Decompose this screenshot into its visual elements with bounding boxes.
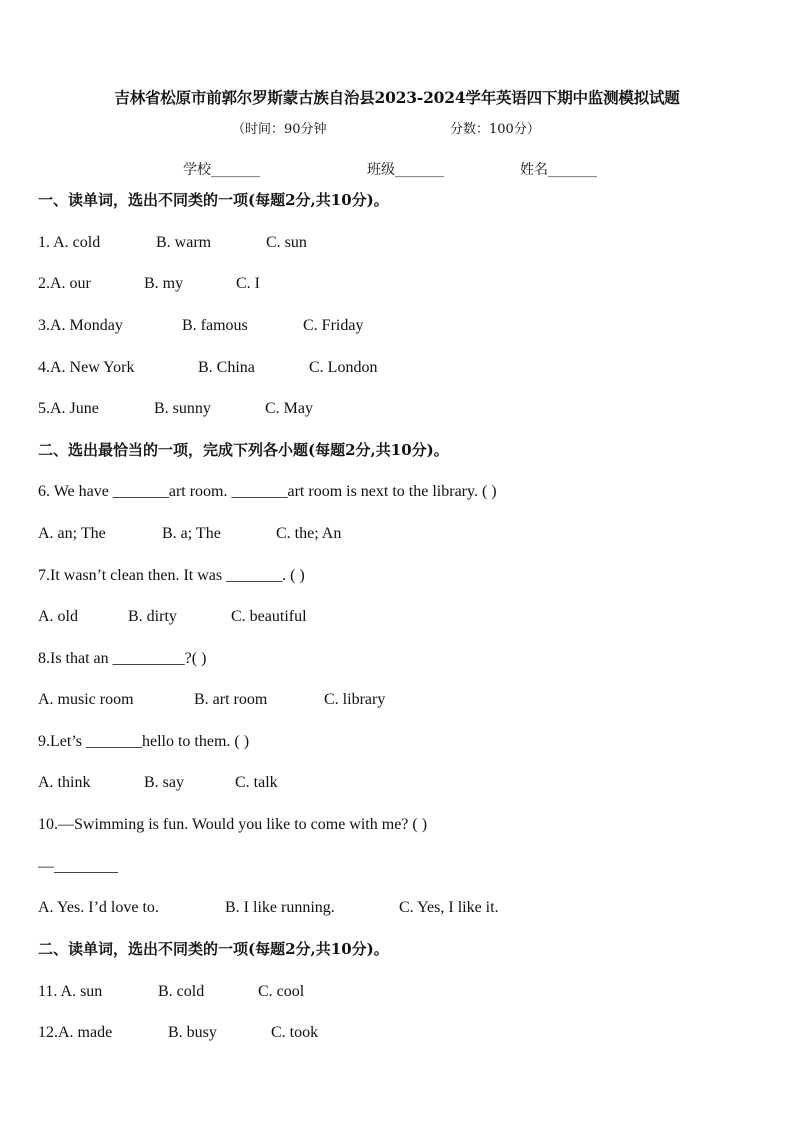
question-10: 10.—Swimming is fun. Would you like to come with me? ( ) xyxy=(38,816,428,833)
question-8: 8.Is that an _________?( ) xyxy=(38,650,207,667)
option-b: B. dirty xyxy=(128,608,177,625)
option-a: A. Yes. I’d love to. xyxy=(38,899,159,916)
name-field[interactable]: 姓名_______ xyxy=(520,162,597,178)
question-9-options xyxy=(38,773,278,793)
question-8-options xyxy=(38,690,385,710)
question-3 xyxy=(38,316,363,336)
section-heading-2: 二、选出最恰当的一项，完成下列各小题(每题2分,共10分)。 xyxy=(38,441,449,459)
option-b: B. art room xyxy=(194,691,268,708)
question-6: 6. We have _______art room. _______art room is next to the library. ( ) xyxy=(38,483,497,500)
option-c: C. Friday xyxy=(303,317,364,334)
exam-meta xyxy=(232,118,540,137)
page-title: 吉林省松原市前郭尔罗斯蒙古族自治县2023-2024学年英语四下期中监测模拟试题 xyxy=(114,88,680,107)
exam-score: 分数：100分） xyxy=(450,122,540,137)
question-11 xyxy=(38,982,304,1002)
option-c: C. talk xyxy=(235,774,278,791)
option-c: C. I xyxy=(236,275,260,292)
option-b: B. cold xyxy=(158,983,205,1000)
option-b: B. a; The xyxy=(162,525,221,542)
question-10-reply: —________ xyxy=(38,858,118,875)
question-5 xyxy=(38,399,313,419)
exam-time: （时间：90分钟 xyxy=(232,122,327,137)
option-c: C. beautiful xyxy=(231,608,307,625)
option-c: C. London xyxy=(309,359,378,376)
question-10-options xyxy=(38,898,499,918)
option-a: 5.A. June xyxy=(38,400,99,417)
question-2 xyxy=(38,274,260,294)
question-6-options xyxy=(38,524,341,544)
option-b: B. busy xyxy=(168,1024,217,1041)
question-7-options xyxy=(38,607,307,627)
option-b: B. China xyxy=(198,359,255,376)
question-12 xyxy=(38,1023,318,1043)
option-a: A. think xyxy=(38,774,91,791)
question-1 xyxy=(38,233,307,253)
option-c: C. took xyxy=(271,1024,319,1041)
option-a: 3.A. Monday xyxy=(38,317,123,334)
question-7: 7.It wasn’t clean then. It was _______. ( ) xyxy=(38,567,305,584)
option-c: C. the; An xyxy=(276,525,342,542)
question-4 xyxy=(38,358,377,378)
option-a: A. old xyxy=(38,608,78,625)
option-a: 2.A. our xyxy=(38,275,91,292)
option-a: 4.A. New York xyxy=(38,359,135,376)
option-a: A. music room xyxy=(38,691,134,708)
option-c: C. May xyxy=(265,400,313,417)
section-heading-1: 一、读单词，选出不同类的一项(每题2分,共10分)。 xyxy=(38,191,389,209)
class-field[interactable]: 班级_______ xyxy=(367,162,444,178)
option-b: B. my xyxy=(144,275,184,292)
option-c: C. library xyxy=(324,691,386,708)
option-b: B. sunny xyxy=(154,400,211,417)
option-c: C. sun xyxy=(266,234,307,251)
option-a: 1. A. cold xyxy=(38,234,101,251)
question-9: 9.Let’s _______hello to them. ( ) xyxy=(38,733,250,750)
option-c: C. Yes, I like it. xyxy=(399,899,499,916)
option-b: B. I like running. xyxy=(225,899,335,916)
option-a: A. an; The xyxy=(38,525,106,542)
school-field[interactable]: 学校_______ xyxy=(183,162,260,178)
option-b: B. warm xyxy=(156,234,212,251)
option-b: B. famous xyxy=(182,317,248,334)
option-b: B. say xyxy=(144,774,184,791)
section-heading-3: 二、读单词，选出不同类的一项(每题2分,共10分)。 xyxy=(38,940,389,958)
option-c: C. cool xyxy=(258,983,305,1000)
option-a: 11. A. sun xyxy=(38,983,103,1000)
option-a: 12.A. made xyxy=(38,1024,113,1041)
